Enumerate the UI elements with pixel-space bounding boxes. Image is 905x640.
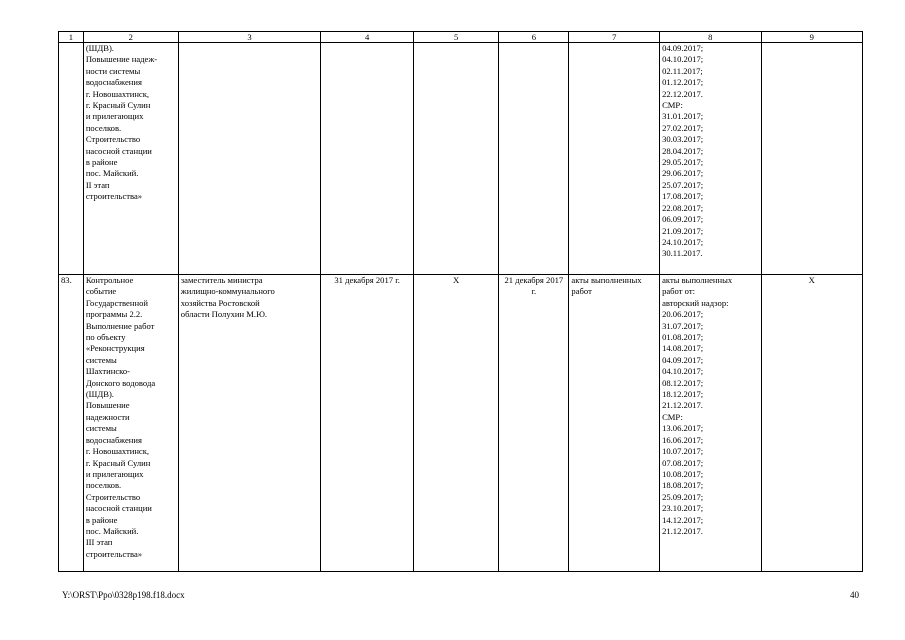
cell-line: акты выполненных — [571, 275, 642, 285]
cell-line: строительства» — [85, 191, 143, 202]
cell-line: 30.11.2017. — [662, 248, 703, 259]
cell-line: авторский надзор: — [662, 297, 729, 308]
evidence-cell — [660, 43, 761, 275]
cell-line: 21.12.2017. — [662, 525, 703, 536]
cell-line: системы — [85, 354, 117, 365]
column-header: 2 — [83, 32, 178, 43]
cell-line: в районе — [85, 514, 118, 525]
row-number — [59, 43, 84, 275]
cell-line: 06.09.2017; — [662, 214, 704, 225]
cell-line: жилищно-коммунального — [180, 286, 275, 297]
cell-line: 29.06.2017; — [662, 168, 704, 179]
cell-line: программы 2.2. — [85, 309, 143, 320]
cell-line: по объекту — [85, 332, 126, 343]
cell-line: Строительство — [85, 491, 141, 502]
table-row — [59, 275, 863, 572]
cell-line: и прилегающих — [85, 468, 144, 479]
table-row — [59, 43, 863, 275]
cell-line: 27.02.2017; — [662, 122, 704, 133]
cell-line: 04.10.2017; — [662, 54, 704, 65]
cell-line: поселков. — [85, 122, 122, 133]
cell-line: СМР: — [662, 100, 683, 111]
cell-line: 22.08.2017; — [662, 202, 704, 213]
cell-line: 29.05.2017; — [662, 157, 704, 168]
cell-line: Контрольное — [85, 275, 134, 285]
cell-line: II этап — [85, 179, 110, 190]
description-cell — [83, 43, 178, 275]
responsible-cell — [178, 43, 320, 275]
column-header: 4 — [321, 32, 414, 43]
cell-line: области Полухин М.Ю. — [180, 309, 268, 320]
cell-line: Донского водовода — [85, 377, 156, 388]
cell-line: 16.06.2017; — [662, 434, 704, 445]
evidence-cell — [660, 275, 761, 572]
cell-line: 02.11.2017; — [662, 65, 703, 76]
column-header: 7 — [569, 32, 660, 43]
cell-line: насосной станции — [85, 503, 152, 514]
cell-line: «Реконструкция — [85, 343, 145, 354]
col9-cell — [761, 43, 863, 275]
cell-line: заместитель министра — [180, 275, 263, 285]
cell-line: событие — [85, 286, 117, 297]
cell-line: 30.03.2017; — [662, 134, 704, 145]
description-cell — [83, 275, 178, 572]
cell-line: 10.07.2017; — [662, 446, 704, 457]
cell-line: 18.12.2017; — [662, 389, 704, 400]
cell-line: 25.09.2017; — [662, 491, 704, 502]
cell-line: надежности — [85, 411, 130, 422]
cell-line: 08.12.2017; — [662, 377, 704, 388]
cell-line: водоснабжения — [85, 434, 142, 445]
cell-line: Строительство — [85, 134, 141, 145]
cell-line: 25.07.2017; — [662, 179, 704, 190]
cell-line: 04.09.2017; — [662, 43, 704, 53]
cell-line: 17.08.2017; — [662, 191, 704, 202]
cell-line: пос. Майский. — [85, 525, 139, 536]
plan-date-cell: 31 декабря 2017 г. — [321, 275, 414, 572]
column-header: 9 — [761, 32, 863, 43]
cell-line: 14.08.2017; — [662, 343, 704, 354]
cell-line: (ШДВ). — [85, 389, 114, 400]
fact-date-cell — [499, 43, 569, 275]
document-table — [58, 31, 863, 572]
cell-line: акты выполненных — [662, 275, 733, 285]
cell-line: 10.08.2017; — [662, 468, 704, 479]
cell-line: насосной станции — [85, 145, 152, 156]
page-number: 40 — [850, 590, 859, 600]
doc-type-cell — [569, 275, 660, 572]
cell-line: строительства» — [85, 548, 143, 559]
footer-file-path: Y:\ORST\Ppo\0328p198.f18.docx — [62, 590, 185, 600]
cell-line: ности системы — [85, 65, 141, 76]
cell-line: 28.04.2017; — [662, 145, 704, 156]
cell-line: в районе — [85, 157, 118, 168]
cell-line: 20.06.2017; — [662, 309, 704, 320]
cell-line: г. Новошахтинск, — [85, 88, 150, 99]
col9-cell: X — [761, 275, 863, 572]
cell-line: (ШДВ). — [85, 43, 114, 53]
cell-line: г. Красный Сулин — [85, 100, 151, 111]
cell-line: Выполнение работ — [85, 320, 155, 331]
cell-line: пос. Майский. — [85, 168, 139, 179]
cell-line: г. Новошахтинск, — [85, 446, 150, 457]
cell-line: 21.09.2017; — [662, 225, 704, 236]
cell-line: водоснабжения — [85, 77, 142, 88]
cell-line: г. Красный Сулин — [85, 457, 151, 468]
plan-date-cell — [321, 43, 414, 275]
cell-line: Шахтинско- — [85, 366, 131, 377]
cell-line: и прилегающих — [85, 111, 144, 122]
header-row — [59, 32, 863, 43]
cell-line: поселков. — [85, 480, 122, 491]
fact-date-cell: 21 декабря 2017 г. — [499, 275, 569, 572]
cell-line: III этап — [85, 537, 113, 548]
doc-type-cell — [569, 43, 660, 275]
cell-line: 21.12.2017. — [662, 400, 703, 411]
cell-line: 01.12.2017; — [662, 77, 704, 88]
column-header: 5 — [414, 32, 499, 43]
cell-line: 31.01.2017; — [662, 111, 704, 122]
column-header: 6 — [499, 32, 569, 43]
responsible-cell — [178, 275, 320, 572]
cell-line: 31.07.2017; — [662, 320, 704, 331]
cell-line: работ — [571, 286, 592, 297]
col5-cell: X — [414, 275, 499, 572]
cell-line: 23.10.2017; — [662, 503, 704, 514]
cell-line: 04.09.2017; — [662, 354, 704, 365]
column-header: 3 — [178, 32, 320, 43]
cell-line: работ от: — [662, 286, 695, 297]
cell-line: 01.08.2017; — [662, 332, 704, 343]
cell-line: СМР: — [662, 411, 683, 422]
cell-line: системы — [85, 423, 117, 434]
column-header: 8 — [660, 32, 761, 43]
cell-line: Повышение надеж- — [85, 54, 158, 65]
cell-line: 04.10.2017; — [662, 366, 704, 377]
col5-cell — [414, 43, 499, 275]
cell-line: 22.12.2017. — [662, 88, 703, 99]
row-number: 83. — [59, 275, 84, 572]
cell-line: 07.08.2017; — [662, 457, 704, 468]
column-header: 1 — [59, 32, 84, 43]
cell-line: 18.08.2017; — [662, 480, 704, 491]
cell-line: 24.10.2017; — [662, 236, 704, 247]
cell-line: 14.12.2017; — [662, 514, 704, 525]
cell-line: Повышение — [85, 400, 130, 411]
cell-line: 13.06.2017; — [662, 423, 704, 434]
cell-line: Государственной — [85, 297, 148, 308]
cell-line: хозяйства Ростовской — [180, 297, 260, 308]
